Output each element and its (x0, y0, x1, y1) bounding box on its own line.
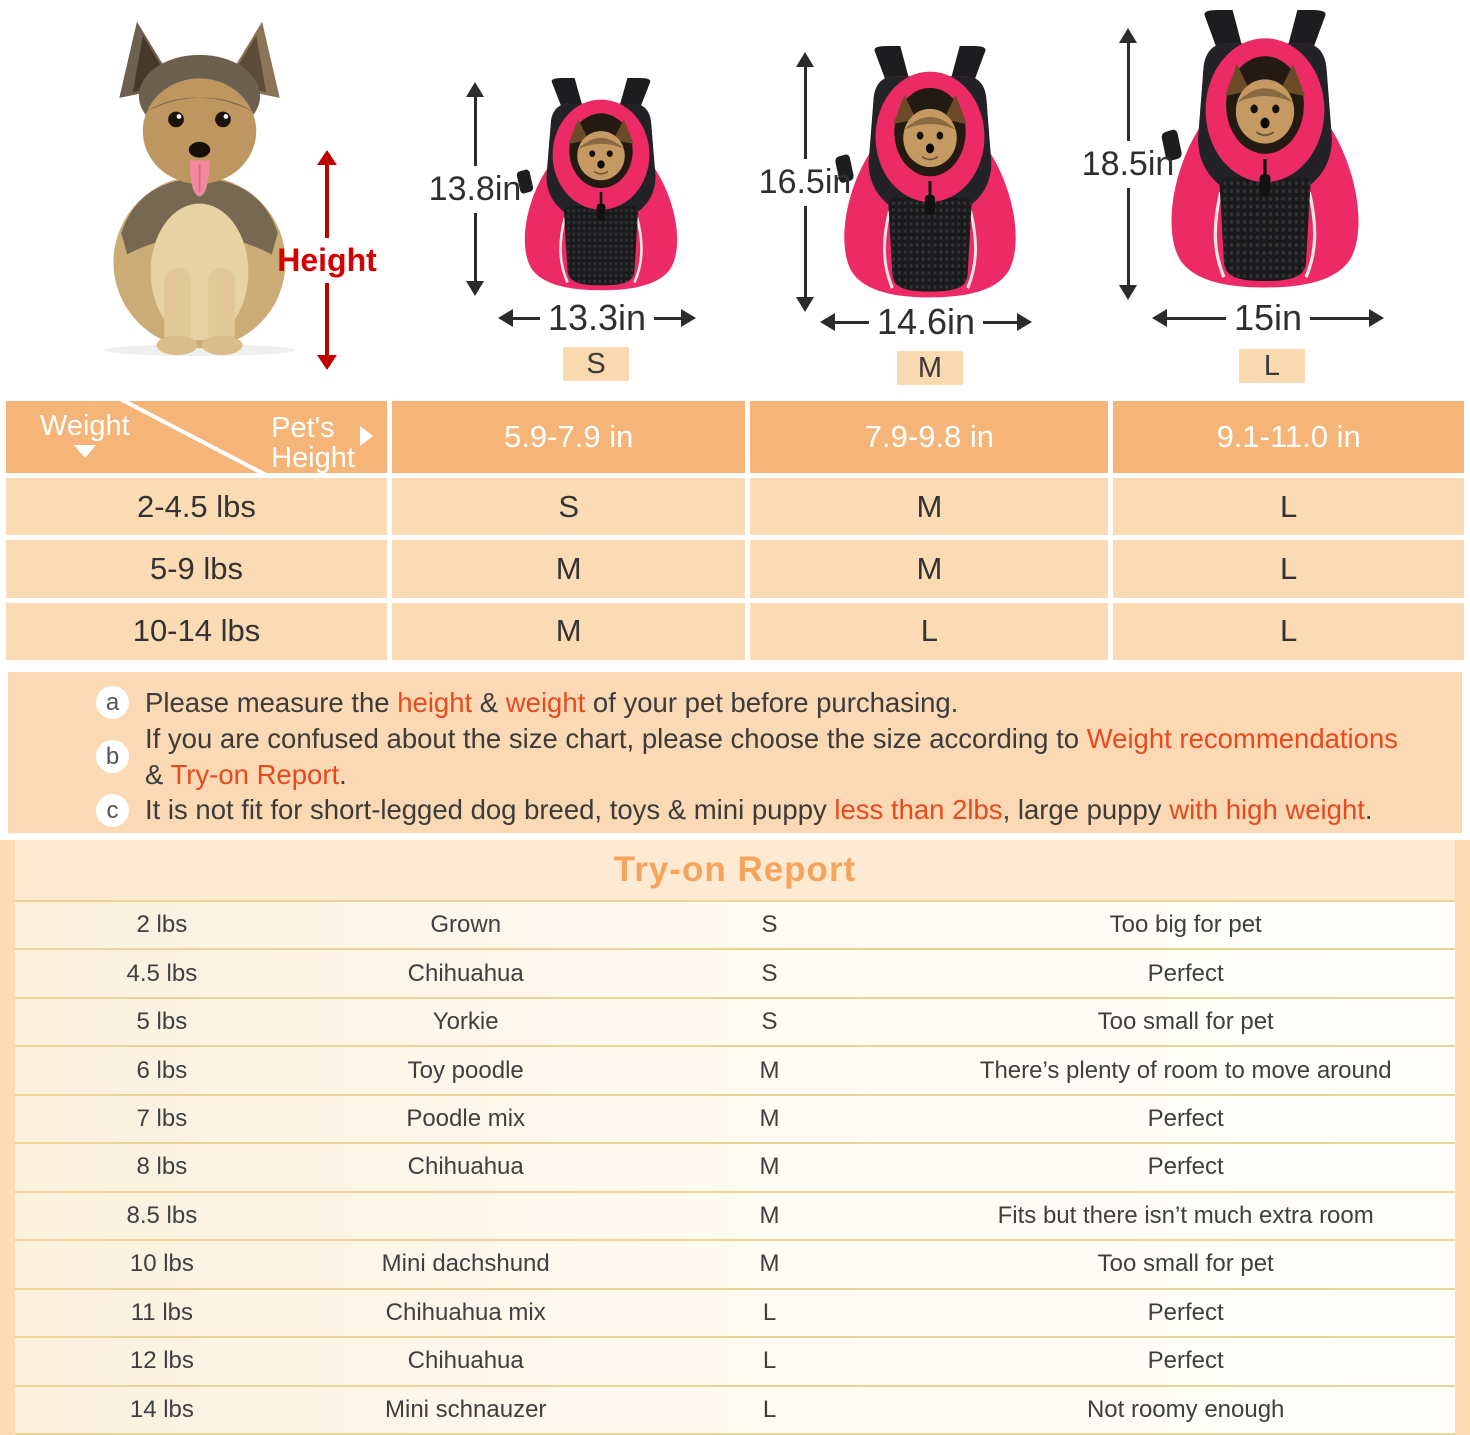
tryon-size-cell: L (762, 1298, 777, 1326)
tryon-comment-cell: Fits but there isn’t much extra room (997, 1201, 1374, 1229)
note-bullet-a: a (96, 686, 129, 719)
top-illustration-section (0, 0, 1470, 398)
note-c (96, 792, 1426, 828)
size-cell: M (392, 540, 746, 597)
tryon-weight-cell: 5 lbs (136, 1008, 188, 1036)
tryon-row (15, 1338, 1455, 1386)
tryon-comment-cell: Perfect (1147, 959, 1224, 987)
arrow-right-icon (1369, 309, 1384, 327)
tryon-comment-cell: Perfect (1147, 1347, 1224, 1375)
size-badge-l: L (1239, 349, 1305, 383)
height-col-header-2: 7.9-9.8 in (750, 401, 1108, 473)
height-measure-m (740, 52, 870, 312)
height-value-s: 13.8in (428, 169, 522, 208)
arrow-down-icon (317, 355, 337, 370)
width-measure-m (820, 302, 1032, 342)
tryon-comment-cell: Not roomy enough (1086, 1395, 1285, 1423)
tryon-size-cell: S (761, 959, 778, 987)
size-cell: S (392, 478, 746, 535)
note-bullet-c: c (96, 794, 129, 827)
note-text-b: If you are confused about the size chart, please choose the size according to Weight recommendations & Try-on Report. (145, 722, 1398, 790)
arrow-down-icon (796, 297, 814, 312)
height-label: Height (277, 241, 377, 278)
weight-axis-label: Weight (40, 411, 130, 458)
tryon-comment-cell: There’s plenty of room to move around (979, 1056, 1392, 1084)
tryon-size-cell: S (761, 911, 778, 939)
tryon-comment-cell: Too small for pet (1097, 1008, 1274, 1036)
tryon-size-cell: M (759, 1153, 780, 1181)
tryon-comment-cell: Perfect (1147, 1105, 1224, 1133)
width-value-l: 15in (1233, 297, 1303, 338)
tryon-breed-cell: Mini schnauzer (385, 1395, 547, 1423)
triangle-down-icon (74, 445, 96, 458)
tryon-size-cell: M (759, 1250, 780, 1278)
tryon-comment-cell: Perfect (1147, 1298, 1224, 1326)
height-col-header-3: 9.1-11.0 in (1113, 401, 1464, 473)
tryon-weight-cell: 8.5 lbs (126, 1201, 198, 1229)
note-text-c: It is not fit for short-legged dog breed, toys & mini puppy less than 2lbs, large puppy with high weight. (145, 794, 1373, 826)
height-value-m: 16.5in (758, 162, 852, 201)
arrow-down-icon (1119, 285, 1137, 300)
notes-panel (8, 672, 1462, 833)
tryon-comment-cell: Too small for pet (1097, 1250, 1274, 1278)
tryon-weight-cell: 14 lbs (129, 1395, 194, 1423)
tryon-breed-cell: Chihuahua (407, 1153, 524, 1181)
width-measure-l (1152, 298, 1384, 338)
arrow-left-icon (1152, 309, 1167, 327)
tryon-weight-cell: 11 lbs (130, 1298, 193, 1326)
tryon-size-cell: M (759, 1056, 780, 1084)
weight-row-label-2: 5-9 lbs (6, 540, 387, 597)
tryon-title: Try-on Report (613, 850, 857, 889)
tryon-title-band (15, 840, 1455, 900)
height-measure-s (410, 82, 540, 296)
height-measure-l (1063, 28, 1193, 300)
arrow-up-icon (317, 150, 337, 165)
tryon-weight-cell: 6 lbs (136, 1056, 188, 1084)
tryon-row (15, 999, 1455, 1047)
tryon-report-section (0, 840, 1470, 1435)
tryon-comment-cell: Perfect (1147, 1153, 1224, 1181)
width-measure-s (498, 298, 696, 338)
tryon-row (15, 1241, 1455, 1289)
tryon-breed-cell: Poodle mix (406, 1105, 526, 1133)
dog-height-arrow (262, 150, 392, 370)
note-text-a: Please measure the height & weight of your pet before purchasing. (145, 687, 959, 718)
tryon-row (15, 1047, 1455, 1095)
tryon-row (15, 950, 1455, 998)
size-cell: M (750, 540, 1108, 597)
tryon-size-cell: M (759, 1201, 780, 1229)
triangle-right-icon (360, 426, 373, 446)
tryon-breed-cell: Chihuahua mix (385, 1298, 546, 1326)
size-cell: L (1113, 603, 1464, 660)
arrow-up-icon (466, 82, 484, 97)
width-value-s: 13.3in (547, 297, 647, 338)
size-cell: L (1113, 540, 1464, 597)
tryon-row (15, 1193, 1455, 1241)
tryon-row (15, 1387, 1455, 1435)
arrow-left-icon (498, 309, 513, 327)
pets-height-axis-label: Pet's Height (271, 413, 373, 473)
tryon-breed-cell: Chihuahua (407, 1347, 524, 1375)
tryon-table (15, 900, 1455, 1435)
tryon-comment-cell: Too big for pet (1109, 911, 1262, 939)
size-cell: L (750, 603, 1108, 660)
tryon-size-cell: L (762, 1347, 777, 1375)
arrow-up-icon (1119, 28, 1137, 43)
size-badge-s: S (563, 347, 629, 381)
height-col-header-1: 5.9-7.9 in (392, 401, 746, 473)
tryon-weight-cell: 12 lbs (129, 1347, 194, 1375)
tryon-weight-cell: 10 lbs (129, 1250, 194, 1278)
size-cell: L (1113, 478, 1464, 535)
tryon-weight-cell: 8 lbs (136, 1153, 188, 1181)
note-a (96, 685, 1426, 721)
size-cell: M (750, 478, 1108, 535)
tryon-weight-cell: 2 lbs (136, 911, 188, 939)
arrow-up-icon (796, 52, 814, 67)
size-chart-table (0, 398, 1470, 664)
arrow-left-icon (820, 313, 835, 331)
arrow-down-icon (466, 281, 484, 296)
tryon-size-cell: S (761, 1008, 778, 1036)
size-badge-m: M (897, 351, 963, 385)
tryon-row (15, 1096, 1455, 1144)
note-b (96, 721, 1426, 793)
tryon-row (15, 902, 1455, 950)
tryon-breed-cell: Grown (430, 911, 502, 939)
tryon-row (15, 1144, 1455, 1192)
weight-row-label-3: 10-14 lbs (6, 603, 387, 660)
tryon-breed-cell: Chihuahua (407, 959, 524, 987)
height-value-l: 18.5in (1081, 144, 1175, 183)
arrow-right-icon (1017, 313, 1032, 331)
tryon-size-cell: M (759, 1105, 780, 1133)
tryon-breed-cell: Toy poodle (407, 1056, 524, 1084)
tryon-weight-cell: 7 lbs (136, 1105, 188, 1133)
tryon-breed-cell: Mini dachshund (381, 1250, 550, 1278)
width-value-m: 14.6in (876, 301, 976, 342)
size-cell: M (392, 603, 746, 660)
tryon-breed-cell: Yorkie (432, 1008, 499, 1036)
tryon-size-cell: L (762, 1395, 777, 1423)
tryon-row (15, 1290, 1455, 1338)
weight-row-label-1: 2-4.5 lbs (6, 478, 387, 535)
tryon-weight-cell: 4.5 lbs (126, 959, 198, 987)
arrow-right-icon (681, 309, 696, 327)
note-bullet-b: b (96, 740, 129, 773)
corner-cell (6, 401, 387, 473)
